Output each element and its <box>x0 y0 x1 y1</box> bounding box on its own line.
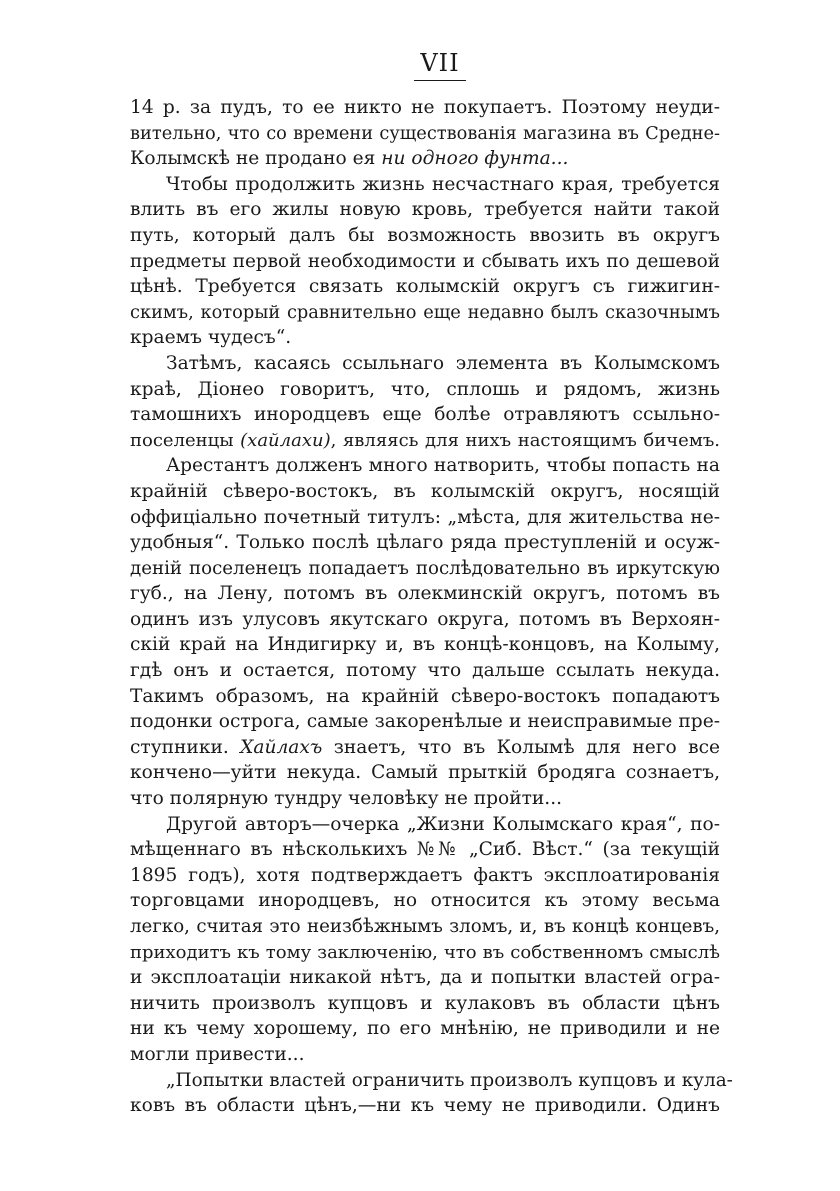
text-line <box>130 402 720 428</box>
text-line-content: Затѣмъ, касаясь ссыльнаго элемента въ Колымскомъ <box>166 352 720 374</box>
text-line-content: краѣ, Діонео говоритъ, что, сплошь и рядомъ, жизнь <box>130 378 720 400</box>
text-line-content: , являясь для нихъ настоящимъ бичемъ. <box>330 429 720 451</box>
text-line <box>130 1093 720 1119</box>
text-line <box>130 735 720 761</box>
italic-phrase: ни одного фунта... <box>381 148 569 170</box>
text-line-content: краемъ чудесъ“. <box>130 327 292 349</box>
text-line <box>130 914 720 940</box>
text-line-content: кончено—уйти некуда. Самый прыткій бродяга сознаетъ, <box>130 762 720 784</box>
text-line-content: приходитъ къ тому заключенію, что въ собственномъ смыслѣ <box>130 941 720 963</box>
text-line <box>130 505 720 531</box>
text-line <box>130 300 720 326</box>
text-line <box>130 1042 720 1068</box>
page-number-container <box>160 48 720 81</box>
text-line <box>130 121 720 147</box>
text-line-content: знаетъ, что въ Колымѣ для него все <box>322 736 720 758</box>
text-line <box>130 1068 733 1094</box>
text-line <box>130 428 720 454</box>
text-line <box>130 581 720 607</box>
text-line <box>130 197 720 223</box>
text-line <box>130 888 720 914</box>
text-line <box>130 530 720 556</box>
text-line <box>130 991 720 1017</box>
text-line <box>130 95 720 121</box>
text-line <box>130 1016 720 1042</box>
body-text <box>130 95 733 1119</box>
document-page <box>130 48 733 1119</box>
text-line-content: удобныя“. Только послѣ цѣлаго ряда преступленій и осуж- <box>130 532 720 554</box>
text-line <box>130 632 720 658</box>
text-line-content: Такимъ образомъ, на крайній сѣверо-востокъ попадаютъ <box>130 685 720 707</box>
text-line <box>130 556 720 582</box>
text-line <box>130 223 720 249</box>
text-line-content: 1895 годъ), хотя подтверждаетъ фактъ эксплоатированія <box>130 864 720 886</box>
text-line-content: скимъ, который сравнительно еще недавно былъ сказочнымъ <box>130 301 720 323</box>
text-line-content: могли привести... <box>130 1043 305 1065</box>
text-line-content: предметы первой необходимости и сбывать ихъ по дешевой <box>130 250 720 272</box>
text-line <box>130 351 720 377</box>
text-line-content: поселенцы <box>130 429 241 451</box>
text-line <box>130 709 720 735</box>
text-line <box>130 325 720 351</box>
italic-phrase: (хайлахи) <box>240 429 331 451</box>
text-line <box>130 760 720 786</box>
text-line-content: вительно, что со времени существованія магазина въ Средне- <box>130 122 720 144</box>
text-line-content: торговцами инородцевъ, но относится къ этому весьма <box>130 890 720 912</box>
text-line-content: путь, который далъ бы возможность ввозить въ округъ <box>130 224 720 246</box>
text-line-content: Колымскѣ не продано ея <box>130 148 382 170</box>
text-line-content: Другой авторъ—очерка „Жизни Колымскаго края“, по- <box>166 813 720 835</box>
page-number: VII <box>414 48 465 81</box>
text-line-content: „Попытки властей ограничить произволъ купцовъ и кула- <box>166 1069 733 1091</box>
text-line <box>130 965 720 991</box>
text-line <box>130 863 720 889</box>
text-line <box>130 940 720 966</box>
text-line-content: ступники. <box>130 736 241 758</box>
text-line-content: оффиціально почетный титулъ: „мѣста, для жительства не- <box>130 506 720 528</box>
text-line-content: ни къ чему хорошему, по его мнѣнію, не приводили и не <box>130 1018 720 1040</box>
text-line <box>130 812 720 838</box>
text-line-content: 14 р. за пудъ, то ее никто не покупаетъ. Поэтому неуди- <box>130 97 720 118</box>
text-line <box>130 172 720 198</box>
text-line <box>130 453 720 479</box>
text-line <box>130 146 720 172</box>
text-line <box>130 607 720 633</box>
text-line-content: Чтобы продолжить жизнь несчастнаго края, требуется <box>166 173 720 195</box>
text-line <box>130 249 720 275</box>
text-line-content: что полярную тундру человѣку не пройти... <box>130 788 563 810</box>
text-line-content: подонки острога, самые закоренѣлые и неисправимые пре- <box>130 711 720 733</box>
text-line <box>130 684 720 710</box>
text-line-content: тамошнихъ инородцевъ еще болѣе отравляютъ ссыльно- <box>130 404 720 426</box>
text-line-content: влить въ его жилы новую кровь, требуется найти такой <box>130 199 720 221</box>
text-line <box>130 274 720 300</box>
text-line-content: мѣщеннаго въ нѣсколькихъ №№ „Сиб. Вѣст.“ (за текущій <box>130 839 720 861</box>
text-line-content: губ., на Лену, потомъ въ олекминскій округъ, потомъ въ <box>130 583 720 605</box>
text-line <box>130 786 720 812</box>
italic-phrase: Хайлахъ <box>240 736 323 758</box>
text-line <box>130 658 720 684</box>
text-line-content: одинъ изъ улусовъ якутскаго округа, потомъ въ Верхоян- <box>130 608 720 630</box>
text-line-content: гдѣ онъ и остается, потому что дальше ссылать некуда. <box>130 660 720 682</box>
text-line <box>130 377 720 403</box>
text-line-content: ничить произволъ купцовъ и кулаковъ въ области цѣнъ <box>130 992 720 1014</box>
text-line-content: ковъ въ области цѣнъ,—ни къ чему не приводили. Одинъ <box>130 1095 720 1117</box>
text-line-content: деній поселенецъ попадаетъ послѣдовательно въ иркутскую <box>130 557 720 579</box>
text-line <box>130 479 720 505</box>
text-line-content: легко, считая это неизбѣжнымъ зломъ, и, въ концѣ концевъ, <box>130 916 720 937</box>
text-line <box>130 837 720 863</box>
text-line-content: крайній сѣверо-востокъ, въ колымскій округъ, носящій <box>130 480 720 502</box>
text-line-content: Арестантъ долженъ много натворить, чтобы попасть на <box>166 455 720 477</box>
text-line-content: цѣнѣ. Требуется связать колымскій округъ съ гижигин- <box>130 276 720 298</box>
text-line-content: и эксплоатаціи никакой нѣтъ, да и попытки властей огра- <box>130 967 720 989</box>
text-line-content: скій край на Индигирку и, въ концѣ-концовъ, на Колыму, <box>130 634 720 656</box>
